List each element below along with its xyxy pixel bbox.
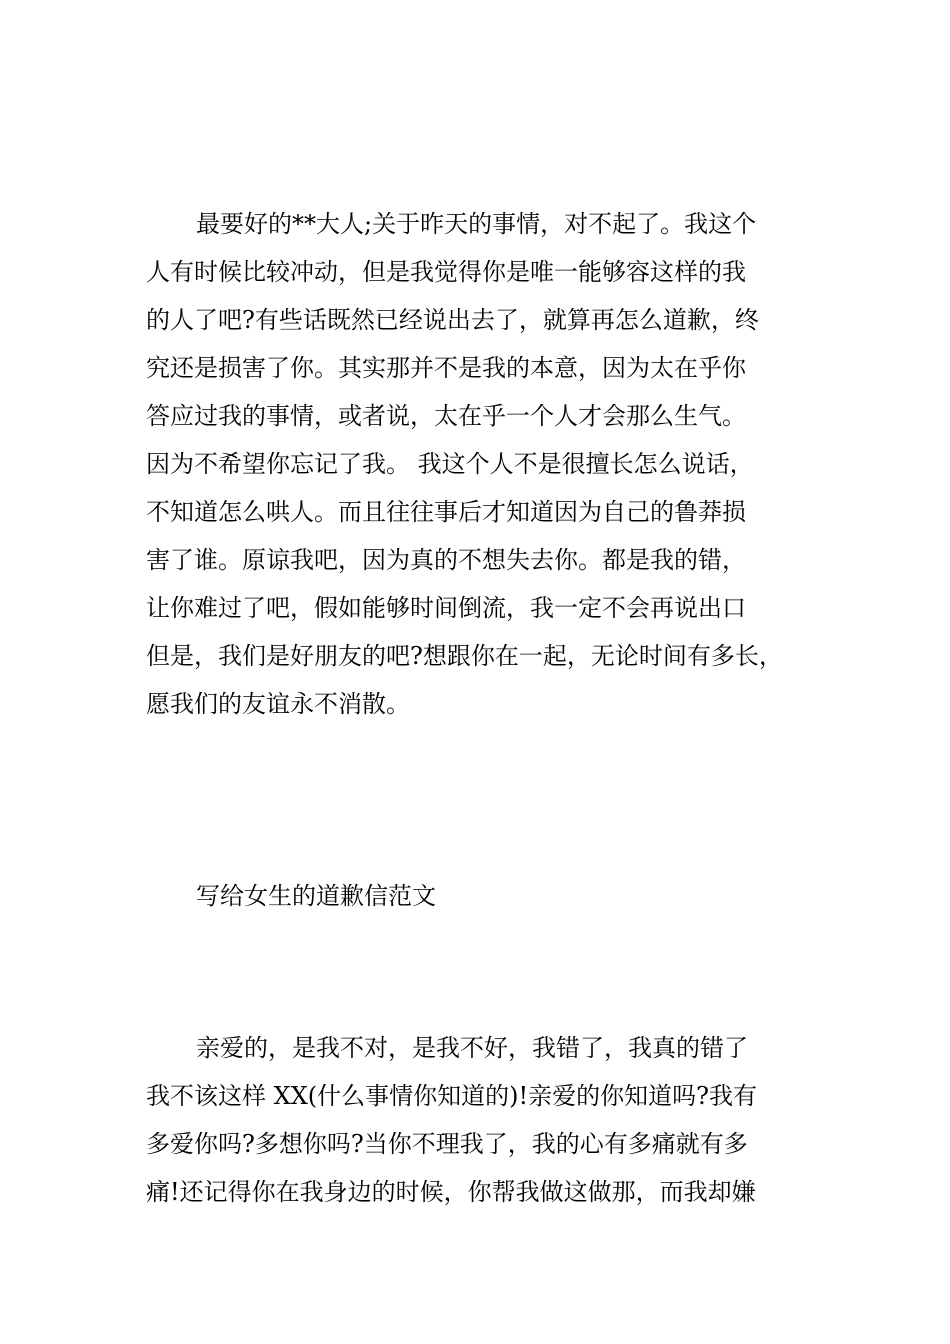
text-line: 最要好的**大人;关于昨天的事情，对不起了。我这个 xyxy=(196,210,757,238)
text-line: 究还是损害了你。其实那并不是我的本意，因为太在乎你 xyxy=(146,354,746,382)
text-line: 痛!还记得你在我身边的时候，你帮我做这做那，而我却嫌 xyxy=(146,1178,756,1206)
text-line: 但是，我们是好朋友的吧?想跟你在一起，无论时间有多长， xyxy=(146,642,783,670)
text-line: 人有时候比较冲动，但是我觉得你是唯一能够容这样的我 xyxy=(146,258,746,286)
text-line: 多爱你吗?多想你吗?当你不理我了，我的心有多痛就有多 xyxy=(146,1130,748,1158)
apology-paragraph-2 xyxy=(146,1024,836,1216)
section-heading: 写给女生的道歉信范文 xyxy=(196,882,436,910)
text-line: 亲爱的，是我不对，是我不好，我错了，我真的错了 xyxy=(196,1034,748,1062)
text-line: 愿我们的友谊永不消散。 xyxy=(146,690,410,718)
text-line: 的人了吧?有些话既然已经说出去了，就算再怎么道歉，终 xyxy=(146,306,759,334)
text-line: 害了谁。原谅我吧，因为真的不想失去你。都是我的错， xyxy=(146,546,746,574)
apology-paragraph-1 xyxy=(146,200,836,728)
text-line: 因为不希望你忘记了我。 我这个人不是很擅长怎么说话， xyxy=(146,450,754,478)
text-line: 让你难过了吧，假如能够时间倒流，我一定不会再说出口 xyxy=(146,594,746,622)
text-line: 答应过我的事情，或者说，太在乎一个人才会那么生气。 xyxy=(146,402,746,430)
text-line: 不知道怎么哄人。而且往往事后才知道因为自己的鲁莽损 xyxy=(146,498,746,526)
text-line: 我不该这样 XX(什么事情你知道的)!亲爱的你知道吗?我有 xyxy=(146,1082,758,1110)
